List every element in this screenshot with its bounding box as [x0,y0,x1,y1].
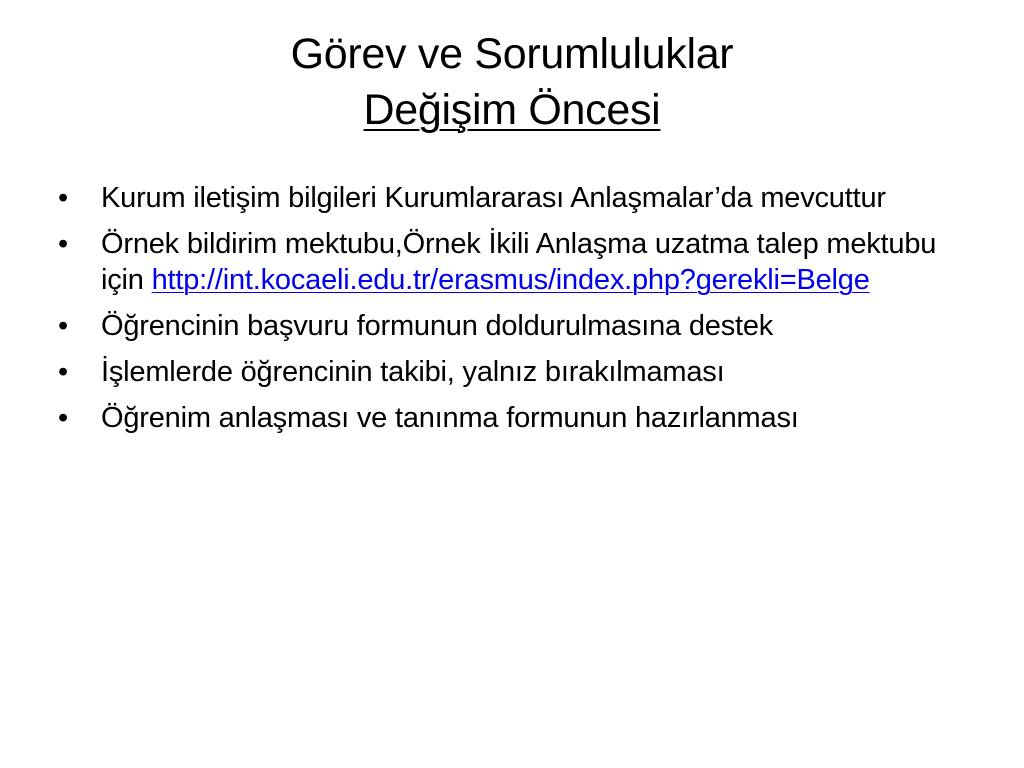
bullet-item [56,400,976,436]
bullet-item [56,354,976,390]
bullet-item [56,308,976,344]
bullet-item [56,180,976,216]
title-line-2-underlined: Değişim Öncesi [363,86,661,134]
bullet-text: Örnek bildirim mektubu,Örnek İkili Anlaşma uzatma talep mektubu için [101,228,937,296]
bullet-text: Öğrenim anlaşması ve tanınma formunun hazırlanması [101,402,799,434]
slide-title [0,26,1024,138]
bullet-text: Öğrencinin başvuru formunun doldurulmasına destek [101,310,774,342]
erasmus-documents-link[interactable]: http://int.kocaeli.edu.tr/erasmus/index.php?gerekli=Belge [151,264,870,296]
bullet-dot: • [58,228,68,260]
title-line-1: Görev ve Sorumluluklar [290,30,734,78]
bullet-dot: • [58,310,68,342]
bullet-dot: • [58,356,68,388]
bullet-dot: • [58,182,68,214]
bullet-item [56,226,976,298]
bullet-dot: • [58,402,68,434]
bullet-list [56,180,976,446]
bullet-text: İşlemlerde öğrencinin takibi, yalnız bırakılmaması [101,356,725,388]
bullet-text: Kurum iletişim bilgileri Kurumlararası Anlaşmalar’da mevcuttur [101,182,886,214]
